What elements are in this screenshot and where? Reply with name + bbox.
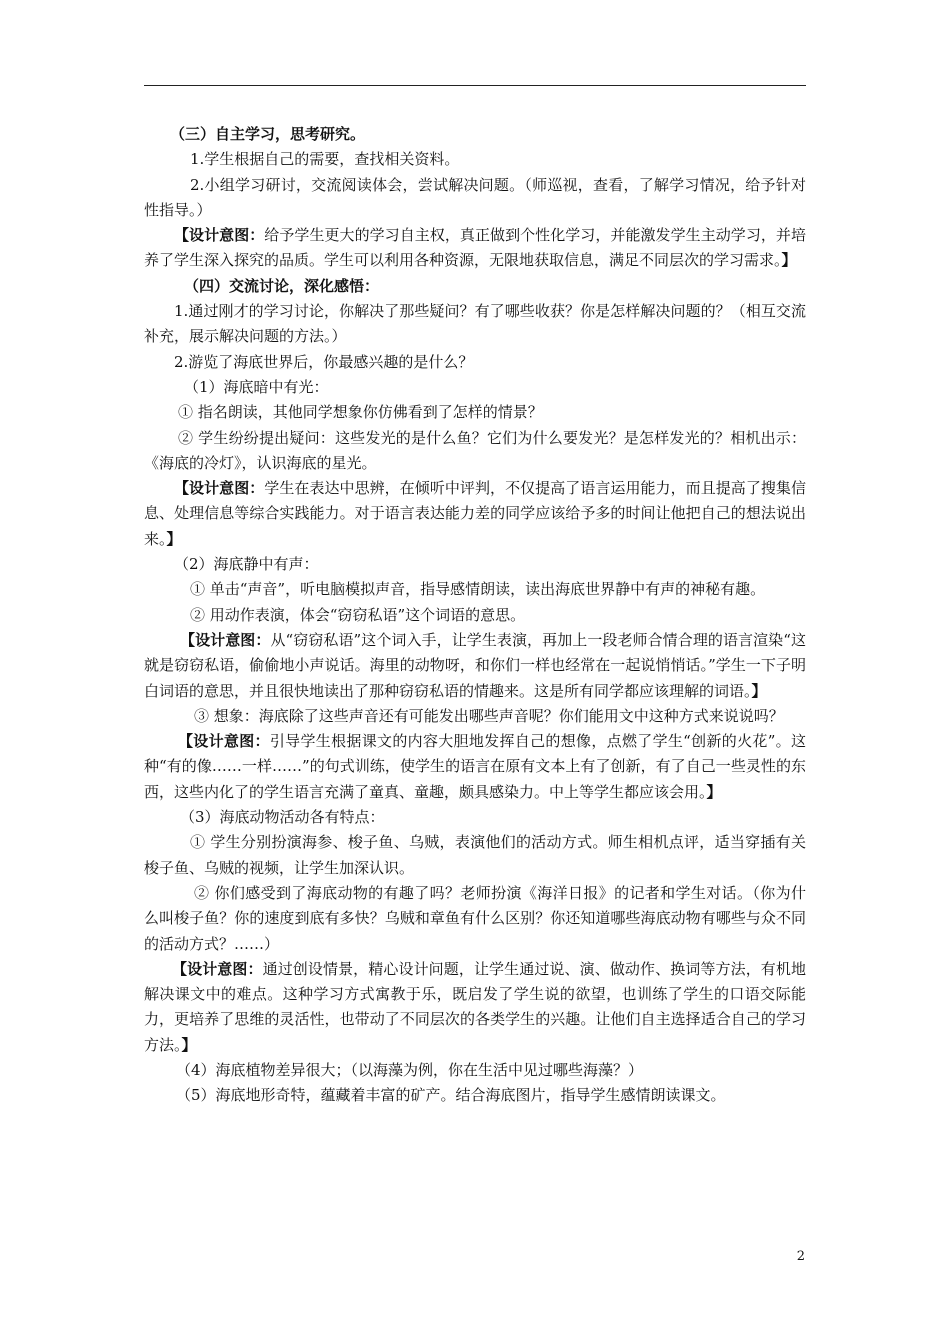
paragraph	[144, 122, 806, 147]
bold-text: 】	[181, 1035, 197, 1054]
text-run: ② 你们感受到了海底动物的有趣了吗？老师扮演《海洋日报》的记者和学生对话。（你为什么叫梭子鱼？你的速度到底有多快？乌贼和章鱼有什么区别？你还知道哪些海底动物有哪些与众不同的活动方式？……）	[144, 883, 806, 953]
bold-text: （三）自主学习，思考研究。	[170, 125, 366, 143]
text-run: ① 学生分别扮演海参、梭子鱼、乌贼，表演他们的活动方式。师生相机点评，适当穿插有关梭子鱼、乌贼的视频，让学生加深认识。	[144, 833, 806, 877]
text-run: （4）海底植物差异很大；（以海藻为例，你在生活中见过哪些海藻？）	[176, 1060, 644, 1079]
text-run: 1.通过刚才的学习讨论，你解决了那些疑问？有了哪些收获？你是怎样解决问题的？（相互交流补充，展示解决问题的方法。）	[144, 302, 806, 346]
paragraph	[144, 476, 806, 552]
bold-text: 【设计意图：	[178, 732, 270, 751]
paragraph	[144, 223, 806, 274]
bold-text: 【设计意图：	[180, 630, 271, 649]
text-run: ② 学生纷纷提出疑问：这些发光的是什么鱼？它们为什么要发光？是怎样发光的？相机出示：《海底的冷灯》，认识海底的星光。	[144, 428, 806, 472]
bold-text: 【设计意图：	[174, 226, 265, 245]
text-run: ① 指名朗读，其他同学想象你仿佛看到了怎样的情景？	[178, 403, 543, 422]
bold-text: 【设计意图：	[174, 479, 265, 498]
paragraph	[144, 173, 806, 224]
text-run: 学生在表达中思辨，在倾听中评判，不仅提高了语言运用能力，而且提高了搜集信息、处理信息等综合实践能力。对于语言表达能力差的同学应该给予多的时间让他把自己的想法说出来。	[144, 479, 806, 548]
paragraph	[144, 830, 806, 881]
text-run: 2.游览了海底世界后，你最感兴趣的是什么？	[174, 352, 474, 371]
bold-text: （四）交流讨论，深化感悟：	[184, 276, 380, 295]
paragraph	[144, 957, 806, 1058]
bold-text: 】	[166, 529, 182, 548]
paragraph	[144, 274, 806, 299]
bold-text: 【设计意图：	[172, 959, 263, 978]
paragraph	[144, 299, 806, 350]
text-run: ② 用动作表演，体会“窃窃私语”这个词语的意思。	[190, 605, 526, 624]
paragraph	[144, 729, 806, 805]
paragraph	[144, 426, 806, 477]
text-run: 1.学生根据自己的需要，查找相关资料。	[190, 150, 460, 169]
paragraph	[144, 603, 806, 628]
text-run: （5）海底地形奇特，蕴藏着丰富的矿产。结合海底图片，指导学生感情朗读课文。	[176, 1086, 726, 1105]
paragraph	[144, 628, 806, 704]
bold-text: 】	[706, 782, 722, 801]
paragraph	[144, 805, 806, 830]
paragraph	[144, 1058, 806, 1083]
paragraph	[144, 577, 806, 602]
text-run: 给予学生更大的学习自主权，真正做到个性化学习，并能激发学生主动学习，并培养了学生深入探究的品质。学生可以利用各种资源，无限地获取信息，满足不同层次的学习需求。	[144, 226, 806, 270]
paragraph	[144, 1083, 806, 1108]
document-body	[144, 122, 806, 1109]
paragraph	[144, 704, 806, 729]
bold-text: 】	[751, 681, 767, 700]
text-run: （1）海底暗中有光：	[184, 377, 329, 396]
paragraph	[144, 375, 806, 400]
text-run: （3）海底动物活动各有特点：	[180, 808, 385, 827]
text-run: ① 单击“声音”，听电脑模拟声音，指导感情朗读，读出海底世界静中有声的神秘有趣。	[190, 580, 766, 599]
page-number: 2	[796, 1249, 805, 1264]
paragraph	[144, 400, 806, 425]
header-rule	[144, 85, 806, 86]
text-run: 通过创设情景，精心设计问题，让学生通过说、演、做动作、换词等方法，有机地解决课文中的难点。这种学习方式寓教于乐，既启发了学生说的欲望，也训练了学生的口语交际能力，更培养了思维的灵活性，也带动了不同层次的各类学生的兴趣。让他们自主选择适合自己的学习方法。	[144, 959, 806, 1054]
paragraph	[144, 552, 806, 577]
text-run: 2.小组学习研讨，交流阅读体会，尝试解决问题。（师巡视，查看，了解学习情况，给予针对性指导。）	[144, 175, 806, 219]
text-run: （2）海底静中有声：	[174, 555, 319, 574]
text-run: 从“窃窃私语”这个词入手，让学生表演，再加上一段老师合情合理的语言渲染“这就是窃窃私语，偷偷地小声说话。海里的动物呀，和你们一样也经常在一起说悄悄话。”学生一下子明白词语的意思，并且很快地读出了那种窃窃私语的情趣来。这是所有同学都应该理解的词语。	[144, 630, 806, 700]
paragraph	[144, 881, 806, 957]
bold-text: 】	[781, 251, 797, 270]
paragraph	[144, 147, 806, 172]
text-run: ③ 想象：海底除了这些声音还有可能发出哪些声音呢？你们能用文中这种方式来说说吗？	[194, 706, 784, 725]
paragraph	[144, 350, 806, 375]
text-run: 引导学生根据课文的内容大胆地发挥自己的想像，点燃了学生“创新的火花”。这种“有的像……一样……”的句式训练，使学生的语言在原有文本上有了创新，有了自己一些灵性的东西，这些内化了的学生语言充满了童真、童趣，颇具感染力。中上等学生都应该会用。	[144, 732, 806, 801]
